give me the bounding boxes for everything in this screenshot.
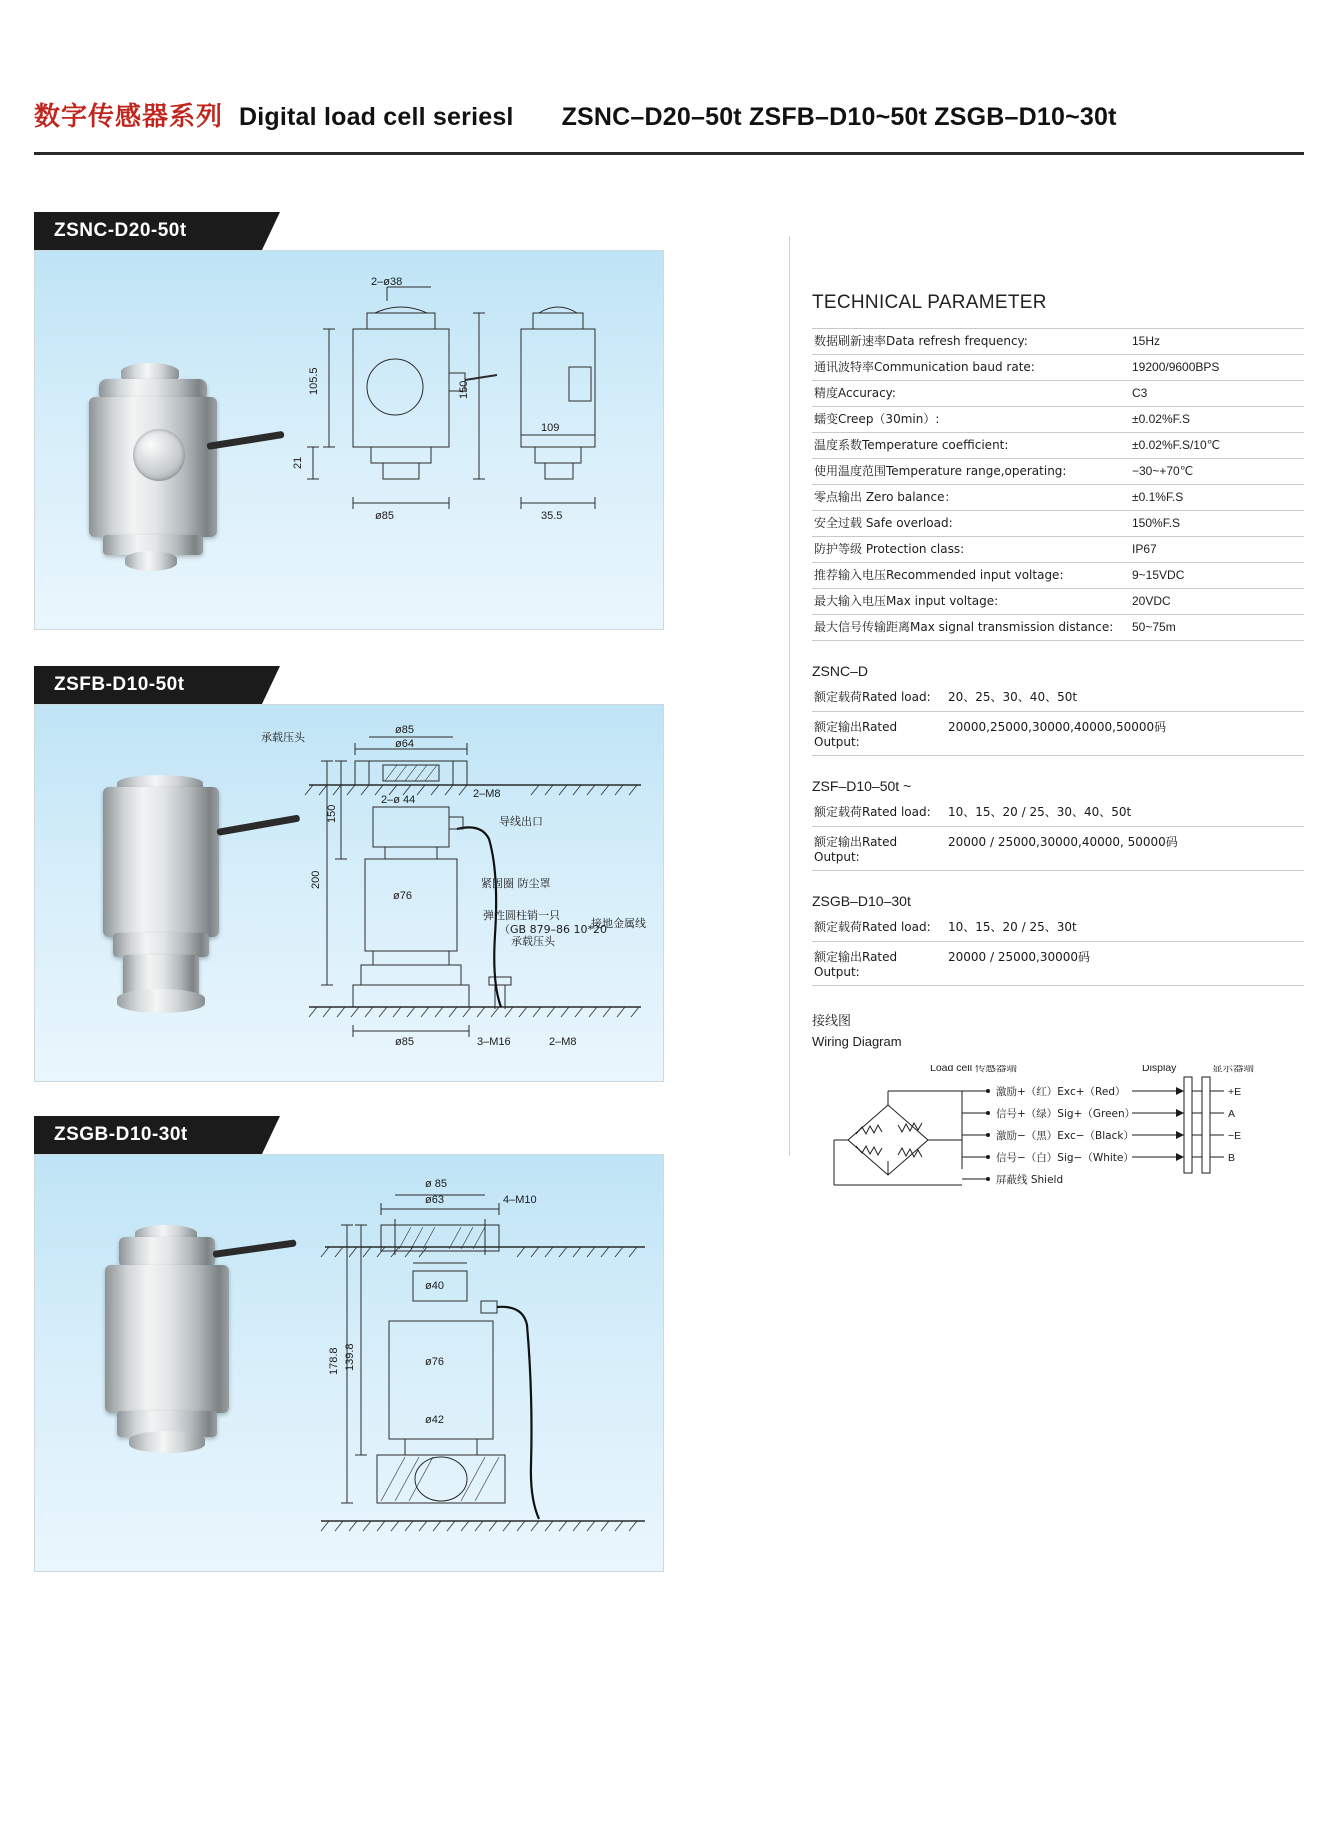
dim-109: 109 <box>541 422 560 434</box>
product-photo-zsfb <box>87 775 247 1015</box>
dim3-139-8: 139.8 <box>344 1343 356 1371</box>
spec-value: ±0.1%F.S <box>1124 485 1304 511</box>
drawing-zsgb <box>285 1175 663 1555</box>
dim-105-5: 105.5 <box>308 367 320 395</box>
wiring-title-cn: 接线图 <box>812 1014 852 1029</box>
table-row <box>812 615 1304 641</box>
section-panel-zsnc <box>34 250 664 630</box>
dim2-2phi44: 2–ø 44 <box>381 794 416 806</box>
label-bearing-head-2: 承载压头 <box>511 935 555 948</box>
header-inner <box>34 96 1304 133</box>
spec-label: 精度Accuracy: <box>812 381 1124 407</box>
label-clamp-cover: 紧固圈 防尘罩 <box>481 877 551 890</box>
header-title-cn: 数字传感器系列 <box>34 102 224 132</box>
dim2-phi85: ø85 <box>395 724 414 736</box>
model-label: 额定输出Rated Output: <box>812 827 934 871</box>
section-tab-zsnc: ZSNC-D20-50t <box>34 212 262 250</box>
spec-label: 最大输入电压Max input voltage: <box>812 589 1124 615</box>
model-block-zsnc-d <box>812 663 1304 756</box>
wiring-right-3: −E <box>1228 1130 1242 1142</box>
table-row <box>812 563 1304 589</box>
table-row <box>812 682 1304 712</box>
table-row <box>812 407 1304 433</box>
right-column <box>812 292 1304 1215</box>
spec-label: 零点输出 Zero balance： <box>812 485 1124 511</box>
wiring-diagram <box>812 1065 1292 1215</box>
model-block-zsgb-d10-30t <box>812 893 1304 986</box>
dim3-4m10: 4–M10 <box>503 1194 537 1206</box>
drawing-zsnc <box>283 277 653 607</box>
spec-label: 使用温度范围Temperature range,operating: <box>812 459 1124 485</box>
wiring-col-display: Display <box>1142 1065 1177 1074</box>
spec-value: IP67 <box>1124 537 1304 563</box>
header-title-en: Digital load cell seriesl <box>239 103 514 131</box>
spec-label: 推荐输入电压Recommended input voltage: <box>812 563 1124 589</box>
label-wire-outlet: 导线出口 <box>499 815 543 828</box>
table-row <box>812 942 1304 986</box>
spec-label: 防护等级 Protection class: <box>812 537 1124 563</box>
label-bearing-head: 承载压头 <box>261 731 305 744</box>
model-value: 10、15、20 / 25、30t <box>934 912 1304 942</box>
spec-value: 19200/9600BPS <box>1124 355 1304 381</box>
model-table <box>812 682 1304 756</box>
wiring-heading <box>812 1012 1304 1051</box>
section-panel-zsfb <box>34 704 664 1082</box>
technical-parameter-title: TECHNICAL PARAMETER <box>812 292 1047 313</box>
wiring-right-2: A <box>1228 1108 1236 1120</box>
model-value: 10、15、20 / 25、30、40、50t <box>934 797 1304 827</box>
table-row <box>812 827 1304 871</box>
table-row <box>812 459 1304 485</box>
dim3-phi40: ø40 <box>425 1280 444 1292</box>
model-value: 20000 / 25000,30000码 <box>934 942 1304 986</box>
model-name: ZSF–D10–50t ~ <box>812 778 912 794</box>
product-photo-zsnc <box>81 363 241 573</box>
spec-label: 蠕变Creep（30min）: <box>812 407 1124 433</box>
spec-label: 数据刷新速率Data refresh frequency: <box>812 329 1124 355</box>
table-row <box>812 485 1304 511</box>
model-table <box>812 797 1304 871</box>
table-row <box>812 511 1304 537</box>
dim-2-phi38: 2–ø38 <box>371 277 403 288</box>
spec-label: 通讯波特率Communication baud rate: <box>812 355 1124 381</box>
spec-value: 150%F.S <box>1124 511 1304 537</box>
wiring-line-2: 信号+（绿）Sig+（Green） <box>996 1108 1136 1120</box>
table-row <box>812 537 1304 563</box>
model-label: 额定载荷Rated load: <box>812 912 934 942</box>
dim-35-5: 35.5 <box>541 510 563 522</box>
wiring-line-4: 信号−（白）Sig−（White） <box>996 1152 1134 1164</box>
model-label: 额定输出Rated Output: <box>812 712 934 756</box>
spec-value: 15Hz <box>1124 329 1304 355</box>
left-column <box>34 212 774 1572</box>
dim3-phi85: ø 85 <box>425 1178 448 1190</box>
wiring-right-1: +E <box>1228 1086 1242 1098</box>
dim2-phi64: ø64 <box>395 738 414 750</box>
dim-150: 150 <box>458 380 470 399</box>
page-header <box>0 96 1338 166</box>
wiring-line-5: 屏蔽线 Shield <box>996 1174 1064 1186</box>
dim2-3m16: 3–M16 <box>477 1036 511 1048</box>
table-row <box>812 712 1304 756</box>
table-row <box>812 912 1304 942</box>
model-label: 额定输出Rated Output: <box>812 942 934 986</box>
header-models: ZSNC–D20–50t ZSFB–D10~50t ZSGB–D10~30t <box>561 103 1117 131</box>
dim2-2m8b: 2–M8 <box>549 1036 577 1048</box>
table-row <box>812 589 1304 615</box>
spec-label: 温度系数Temperature coefficient: <box>812 433 1124 459</box>
model-name: ZSGB–D10–30t <box>812 893 911 909</box>
dim3-phi76: ø76 <box>425 1356 444 1368</box>
dim-21: 21 <box>292 456 304 469</box>
dim-phi85: ø85 <box>375 510 394 522</box>
dim3-178-8: 178.8 <box>328 1347 340 1375</box>
header-rule <box>34 152 1304 155</box>
wiring-line-1: 激励+（红）Exc+（Red） <box>996 1086 1126 1098</box>
wiring-col-loadcell: Load cell 传感器端 <box>930 1065 1017 1074</box>
dim3-phi63: ø63 <box>425 1194 444 1206</box>
wiring-title-en: Wiring Diagram <box>812 1033 902 1049</box>
column-divider <box>789 236 790 1156</box>
spec-value: ±0.02%F.S/10℃ <box>1124 433 1304 459</box>
table-row <box>812 433 1304 459</box>
label-gb-spec: （GB 879–86 10*20 <box>499 923 608 936</box>
model-name: ZSNC–D <box>812 663 869 679</box>
dim2-150: 150 <box>326 804 338 823</box>
wiring-line-3: 激励−（黑）Exc−（Black） <box>996 1130 1134 1142</box>
model-value: 20000,25000,30000,40000,50000码 <box>934 712 1304 756</box>
model-value: 20、25、30、40、50t <box>934 682 1304 712</box>
product-photo-zsgb <box>93 1225 263 1465</box>
model-block-zsf-d10-50t <box>812 778 1304 871</box>
spec-value: −30~+70℃ <box>1124 459 1304 485</box>
table-row <box>812 355 1304 381</box>
section-tab-zsfb: ZSFB-D10-50t <box>34 666 262 704</box>
label-elastic-pin: 弹性圆柱销一只 <box>483 909 560 922</box>
spec-label: 安全过载 Safe overload: <box>812 511 1124 537</box>
dim2-phi85b: ø85 <box>395 1036 414 1048</box>
model-label: 额定载荷Rated load: <box>812 682 934 712</box>
model-label: 额定载荷Rated load: <box>812 797 934 827</box>
dim2-200: 200 <box>310 870 322 889</box>
dim2-phi76: ø76 <box>393 890 412 902</box>
drawing-zsfb <box>261 719 659 1069</box>
spec-value: 20VDC <box>1124 589 1304 615</box>
wiring-svg <box>812 1065 1292 1215</box>
table-row <box>812 797 1304 827</box>
spec-value: C3 <box>1124 381 1304 407</box>
table-row <box>812 329 1304 355</box>
table-row <box>812 381 1304 407</box>
dim2-2m8: 2–M8 <box>473 788 501 800</box>
section-panel-zsgb <box>34 1154 664 1572</box>
spec-value: 9~15VDC <box>1124 563 1304 589</box>
model-value: 20000 / 25000,30000,40000, 50000码 <box>934 827 1304 871</box>
spec-value: ±0.02%F.S <box>1124 407 1304 433</box>
model-table <box>812 912 1304 986</box>
label-ground-wire: 接地金属线 <box>591 917 646 930</box>
section-tab-zsgb: ZSGB-D10-30t <box>34 1116 262 1154</box>
wiring-col-display-cn: 显示器端 <box>1212 1065 1254 1074</box>
dim3-phi42: ø42 <box>425 1414 444 1426</box>
spec-value: 50~75m <box>1124 615 1304 641</box>
spec-label: 最大信号传输距离Max signal transmission distance: <box>812 615 1124 641</box>
wiring-right-4: B <box>1228 1152 1236 1164</box>
technical-parameter-table <box>812 328 1304 641</box>
